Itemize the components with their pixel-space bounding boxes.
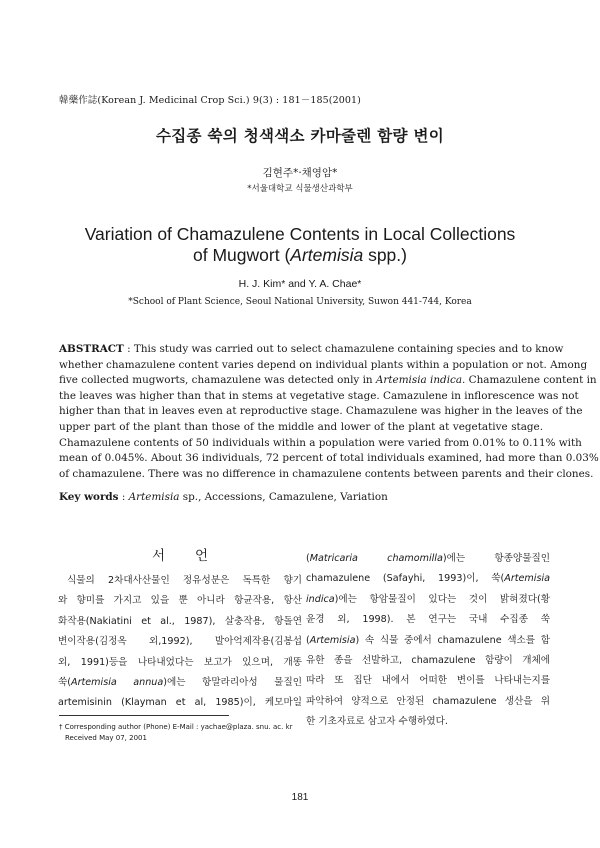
korean-affiliation: *서울대학교 식물생산과학부 bbox=[247, 184, 353, 194]
body-line: 파악하여 양적으로 안정된 chamazulene 생산을 위 bbox=[306, 695, 550, 707]
body-line: (Artemisia) 속 식물 중에서 chamazulene 색소를 함 bbox=[306, 634, 550, 646]
abstract-line: higher than that in leaves even at reproductive stage. Chamazulene was higher in the leaves of the bbox=[59, 405, 583, 418]
right-column bbox=[306, 549, 550, 733]
english-title-line2 bbox=[0, 245, 600, 266]
abstract-label: ABSTRACT bbox=[59, 343, 124, 355]
footnote bbox=[59, 722, 293, 744]
body-line: 한 기초자료로 삼고자 수행하였다. bbox=[306, 716, 448, 728]
body-line: 식물의 2차대사산물인 정유성분은 독특한 향기 bbox=[67, 575, 302, 586]
body-line: chamazulene (Safayhi, 1993)이, 쑥(Artemisia bbox=[306, 573, 550, 585]
footnote-received: Received May 07, 2001 bbox=[65, 734, 147, 742]
abstract-line: ABSTRACT : This study was carried out to select chamazulene containing species and to know bbox=[59, 343, 564, 355]
abstract-line: whether chamazulene content varies depend on individual plants within a population or not. Among bbox=[59, 358, 588, 371]
keywords: Key words : Artemisia sp., Accessions, Camazulene, Variation bbox=[59, 491, 388, 503]
english-title-line1: Variation of Chamazulene Contents in Local Collections bbox=[84, 224, 516, 244]
keywords-genus: Artemisia bbox=[128, 491, 180, 503]
english-title bbox=[0, 224, 600, 266]
english-title-line2-pre: of Mugwort ( bbox=[193, 245, 291, 265]
body-line: 따라 또 집단 내에서 어떠한 변이를 나타내는지를 bbox=[306, 675, 550, 687]
english-affiliation: *School of Plant Science, Seoul National University, Suwon 441-744, Korea bbox=[128, 297, 472, 307]
journal-citation: 韓藥作誌(Korean J. Medicinal Crop Sci.) 9(3) : 181－185(2001) bbox=[59, 95, 361, 106]
section-heading: 서언 bbox=[151, 548, 239, 564]
body-line: 외, 1991)등을 나타내었다는 보고가 있으며, 개똥 bbox=[58, 656, 302, 668]
footnote-divider bbox=[59, 715, 229, 716]
korean-title: 수집종 쑥의 청색색소 카마줄렌 함량 변이 bbox=[155, 127, 445, 145]
body-line: indica)에는 항암물질이 있다는 것이 밝혀졌다(황 bbox=[306, 593, 550, 605]
body-line: artemisinin (Klayman et al, 1985)이, 케모마일 bbox=[58, 697, 302, 709]
page-number: 181 bbox=[291, 792, 309, 803]
abstract-line: mean of 0.045%. About 36 individuals, 72 percent of total individuals examined, had more than 0.03% bbox=[59, 452, 599, 465]
body-line: 유한 종을 선발하고, chamazulene 함량이 개체에 bbox=[306, 655, 550, 667]
keywords-label: Key words bbox=[59, 491, 119, 503]
korean-authors: 김현주*·채영암* bbox=[262, 167, 338, 179]
abstract-line: upper part of the plant than those of the middle and lower of the plant at vegetative stage. bbox=[59, 420, 543, 433]
abstract bbox=[59, 342, 599, 482]
body-line: 쑥(Artemisia annua)에는 항말라리아성 물질인 bbox=[58, 677, 302, 689]
body-line: 변이작용(김정옥 외,1992), 발아억제작용(김봉섭 bbox=[58, 636, 302, 648]
english-title-genus: Artemisia bbox=[290, 245, 364, 265]
body-line: (Matricaria chamomilla)에는 항종양물질인 bbox=[306, 553, 551, 564]
abstract-line: Chamazulene contents of 50 individuals within a population were varied from 0.01% to 0.11% with bbox=[59, 436, 582, 449]
abstract-line: the leaves was higher than that in stems at vegetative stage. Camazulene in inflorescence was not bbox=[59, 389, 579, 402]
english-title-line2-post: spp.) bbox=[363, 245, 407, 265]
english-authors: H. J. Kim* and Y. A. Chae* bbox=[238, 278, 362, 290]
footnote-correspondence: † Corresponding author (Phone) E-Mail : yachae@plaza. snu. ac. kr bbox=[59, 723, 293, 731]
left-column bbox=[58, 571, 302, 714]
body-line: 윤경 외, 1998). 본 연구는 국내 수집종 쑥 bbox=[306, 614, 550, 626]
body-line: 화작용(Nakiatini et al., 1987), 살충작용, 항돌연 bbox=[58, 615, 302, 627]
abstract-line: of chamazulene. There was no difference in chamazulene contents between parents and their clones. bbox=[59, 467, 594, 480]
abstract-line: five collected mugworts, chamazulene was detected only in Artemisia indica. Chamazulene content in bbox=[59, 374, 597, 387]
body-line: 와 향미를 가지고 있을 뿐 아니라 항균작용, 항산 bbox=[58, 595, 302, 607]
